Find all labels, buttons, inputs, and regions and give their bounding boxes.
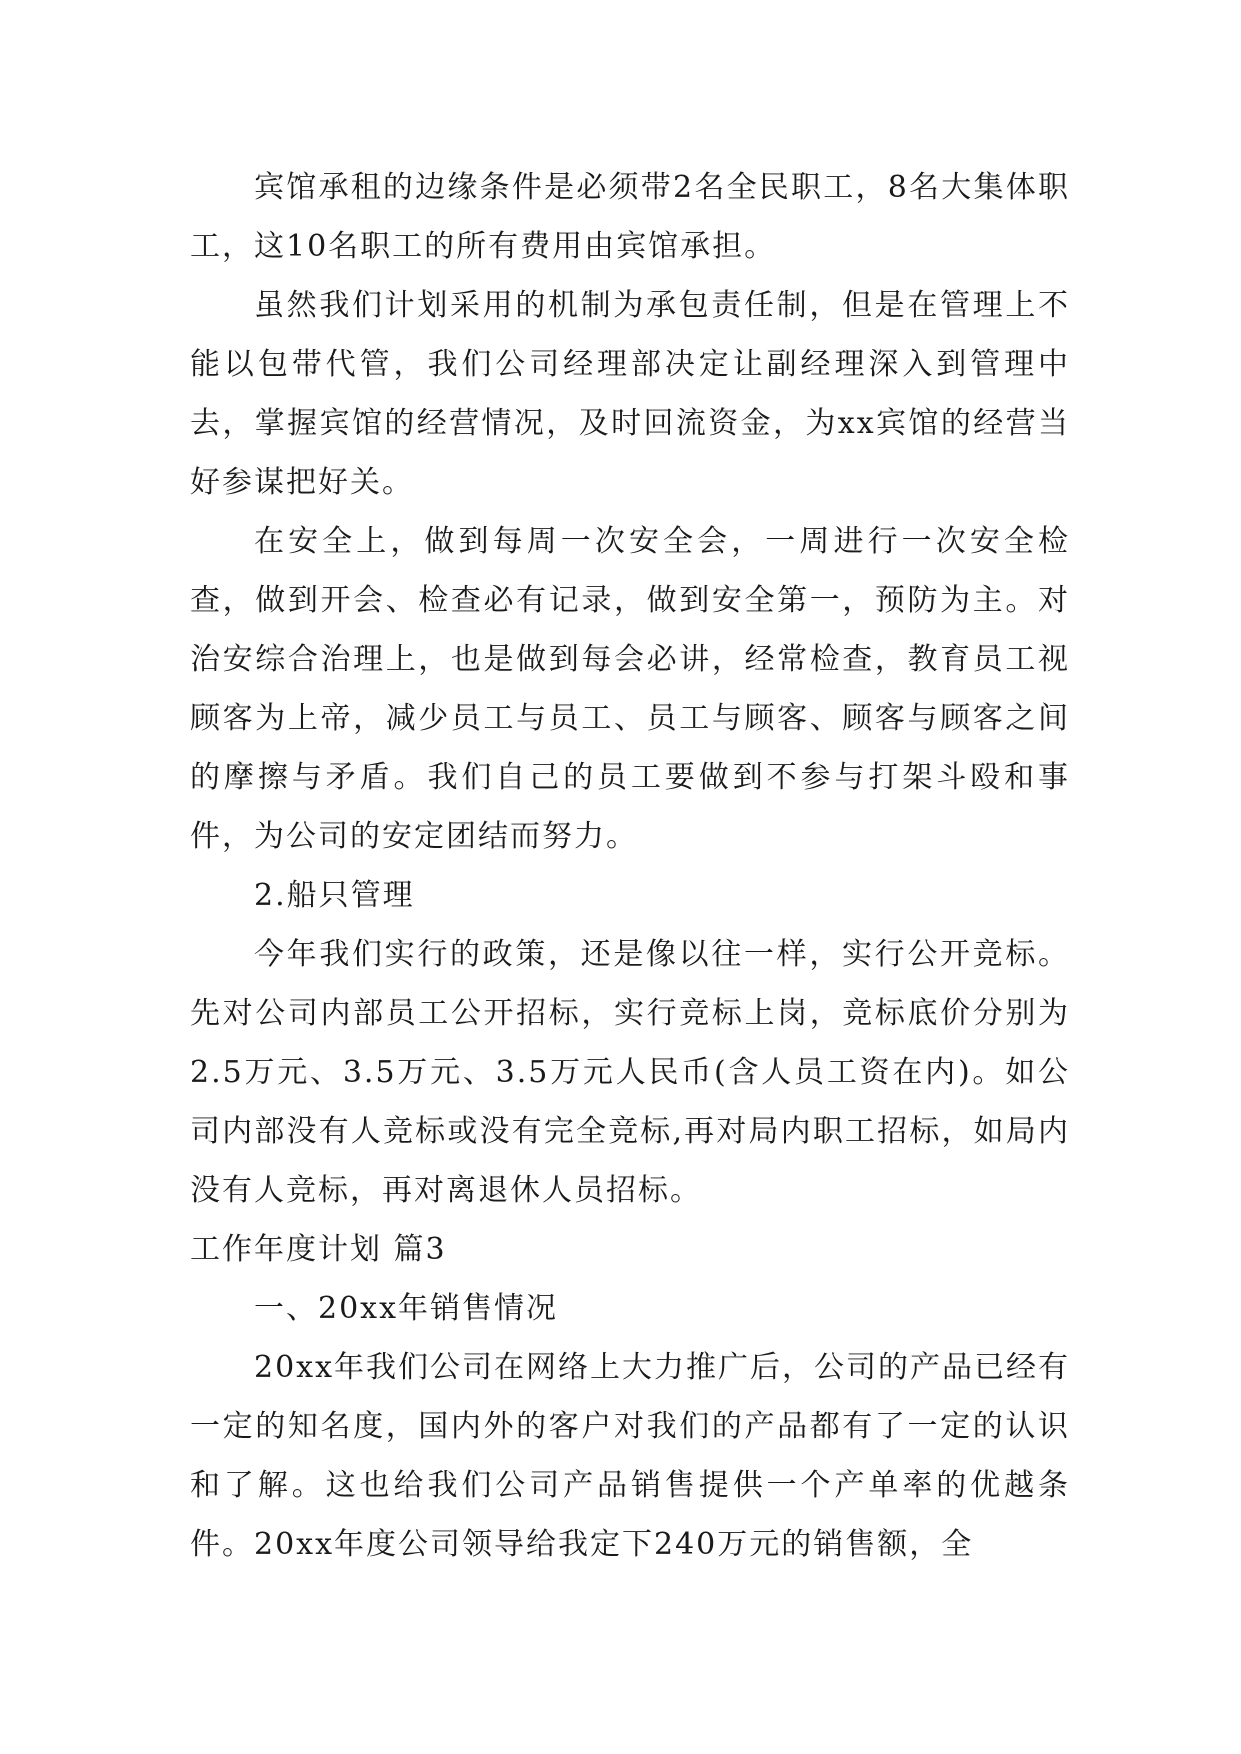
paragraph-bidding-policy: 今年我们实行的政策，还是像以往一样，实行公开竞标。先对公司内部员工公开招标，实行竞标上岗，竞标底价分别为2.5万元、3.5万元、3.5万元人民币(含人员工资在内)。如公司内部没有人竞标或没有完全竞标,再对局内职工招标，如局内没有人竞标，再对离退休人员招标。 xyxy=(190,937,1070,1208)
section-title: 工作年度计划 篇3 xyxy=(190,1232,447,1267)
paragraph-hotel-lease-conditions: 宾馆承租的边缘条件是必须带2名全民职工，8名大集体职工，这10名职工的所有费用由宾馆承担。 xyxy=(190,170,1070,264)
heading-ship-management: 2.船只管理 xyxy=(254,878,415,913)
heading-sales-situation: 一、20xx年销售情况 xyxy=(254,1291,559,1326)
paragraph-sales-details: 20xx年我们公司在网络上大力推广后，公司的产品已经有一定的知名度，国内外的客户对我们的产品都有了一定的认识和了解。这也给我们公司产品销售提供一个产单率的优越条件。20xx年度公司领导给我定下240万元的销售额，全 xyxy=(190,1350,1071,1562)
paragraph-safety: 在安全上，做到每周一次安全会，一周进行一次安全检查，做到开会、检查必有记录，做到安全第一，预防为主。对治安综合治理上，也是做到每会必讲，经常检查，教育员工视顾客为上帝，减少员工与员工、员工与顾客、顾客与顾客之间的摩擦与矛盾。我们自己的员工要做到不参与打架斗殴和事件，为公司的安定团结而努力。 xyxy=(190,524,1070,854)
document-body xyxy=(190,158,1070,1574)
paragraph-management-system: 虽然我们计划采用的机制为承包责任制，但是在管理上不能以包带代管，我们公司经理部决定让副经理深入到管理中去，掌握宾馆的经营情况，及时回流资金，为xx宾馆的经营当好参谋把好关。 xyxy=(190,288,1070,500)
